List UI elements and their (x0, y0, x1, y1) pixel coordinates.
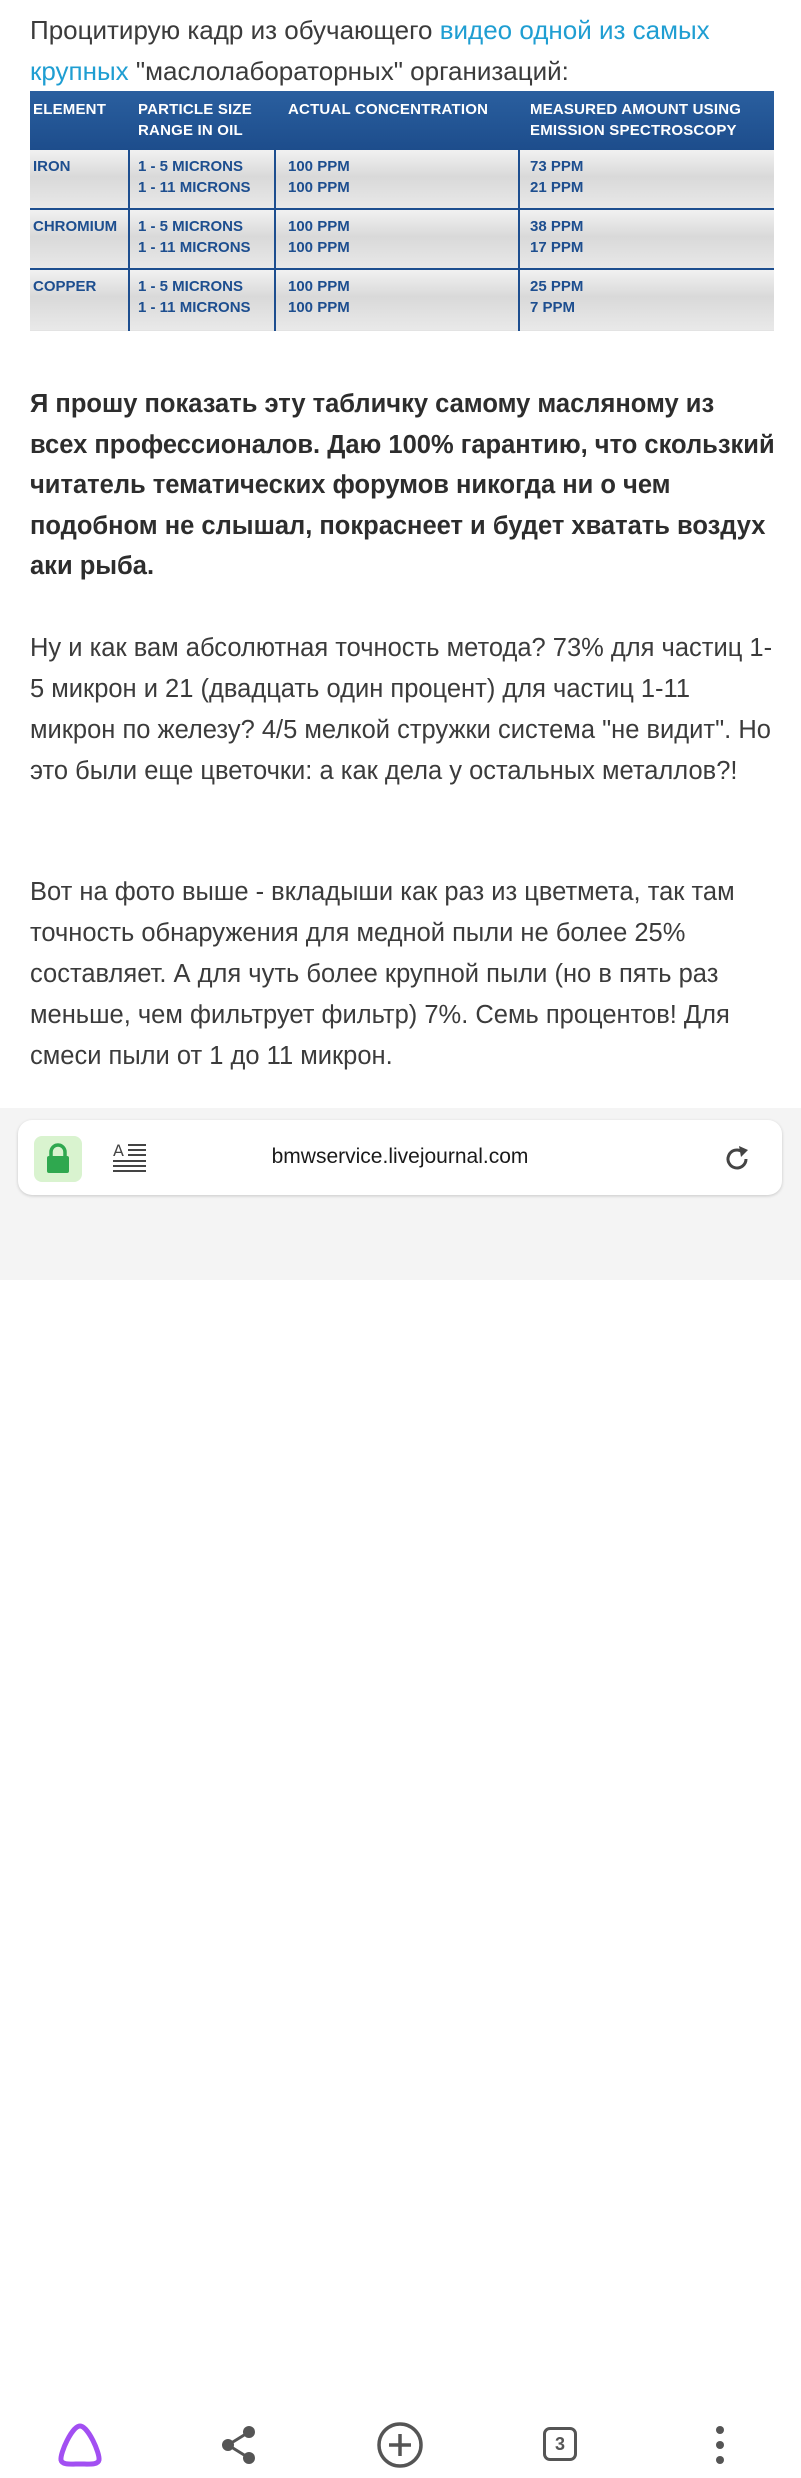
column-divider (274, 150, 276, 331)
more-menu-icon (692, 2417, 748, 2473)
table-header (30, 91, 774, 150)
more-menu-button[interactable] (692, 2417, 748, 2473)
alice-assistant-button[interactable] (52, 2417, 108, 2473)
cell-actual: 100 PPM 100 PPM (288, 158, 350, 196)
alice-assistant-icon (52, 2417, 108, 2473)
share-button[interactable] (212, 2417, 268, 2473)
browser-navbar (0, 1205, 801, 2454)
cell-sizes: 1 - 5 MICRONS 1 - 11 MICRONS (138, 218, 251, 256)
row-divider (30, 208, 774, 210)
svg-text:A: A (113, 1141, 124, 1160)
header-measured-amount: MEASURED AMOUNT USING EMISSION SPECTROSCOPY (530, 101, 742, 139)
intro-text: Процитирую кадр из обучающего (30, 15, 440, 45)
paragraph-accuracy: Ну и как вам абсолютная точность метода? 73% для частиц 1-5 микрон и 21 (двадцать один процент) для частиц 1-11 микрон по железу? 4/5 мелкой стружки система "не видит". Но это были еще цветочки: а как дела у остальных металлов?! (30, 634, 773, 785)
intro-tail: "маслолабораторных" организаций: (128, 56, 569, 86)
header-particle-size: PARTICLE SIZE RANGE IN OIL (138, 101, 252, 139)
reader-mode-icon (110, 1140, 150, 1176)
cell-actual: 100 PPM 100 PPM (288, 278, 350, 316)
lock-icon (34, 1136, 82, 1182)
header-actual-concentration: ACTUAL CONCENTRATION (288, 101, 489, 118)
cell-actual: 100 PPM 100 PPM (288, 218, 350, 256)
reload-icon (720, 1142, 754, 1176)
table-row (30, 270, 774, 330)
url-text[interactable]: bmwservice.livejournal.com (271, 1145, 529, 1168)
tabs-icon: 3 (543, 2427, 577, 2461)
cell-sizes: 1 - 5 MICRONS 1 - 11 MICRONS (138, 278, 251, 316)
cell-measured: 73 PPM 21 PPM (530, 158, 584, 196)
bold-paragraph: Я прошу показать эту табличку самому масляному из всех профессионалов. Даю 100% гарантию, что скользкий читатель тематических форумов никогда ни о чем подобном не слышал, покраснеет и будет хватать воздух аки рыба. (30, 390, 775, 580)
table-row (30, 150, 774, 210)
video-link[interactable]: видео одной из самых крупных (30, 15, 710, 86)
cell-measured: 25 PPM 7 PPM (530, 278, 584, 316)
new-tab-button[interactable] (372, 2417, 428, 2473)
cell-element: CHROMIUM (33, 218, 118, 235)
table-row (30, 210, 774, 270)
site-security-button[interactable] (34, 1136, 82, 1182)
column-divider (518, 150, 520, 331)
cell-element: COPPER (33, 278, 97, 295)
reload-button[interactable] (720, 1142, 754, 1176)
row-divider (30, 268, 774, 270)
tabs-button[interactable] (535, 2417, 591, 2473)
header-element: ELEMENT (33, 101, 107, 118)
cell-element: IRON (33, 158, 71, 175)
reader-mode-button[interactable] (110, 1140, 150, 1176)
column-divider (128, 150, 130, 331)
paragraph-bearings: Вот на фото выше - вкладыши как раз из цветмета, так там точность обнаружения для медной пыли не более 25% составляет. А для чуть более крупной пыли (но в пять раз меньше, чем фильтрует фильтр) 7%. Семь процентов! Для смеси пыли от 1 до 11 микрон. (30, 878, 735, 1070)
share-icon (212, 2417, 268, 2473)
new-tab-plus-icon (372, 2417, 428, 2473)
cell-sizes: 1 - 5 MICRONS 1 - 11 MICRONS (138, 158, 251, 196)
intro-paragraph (30, 10, 775, 92)
spectroscopy-table-image (30, 91, 774, 331)
cell-measured: 38 PPM 17 PPM (530, 218, 584, 256)
